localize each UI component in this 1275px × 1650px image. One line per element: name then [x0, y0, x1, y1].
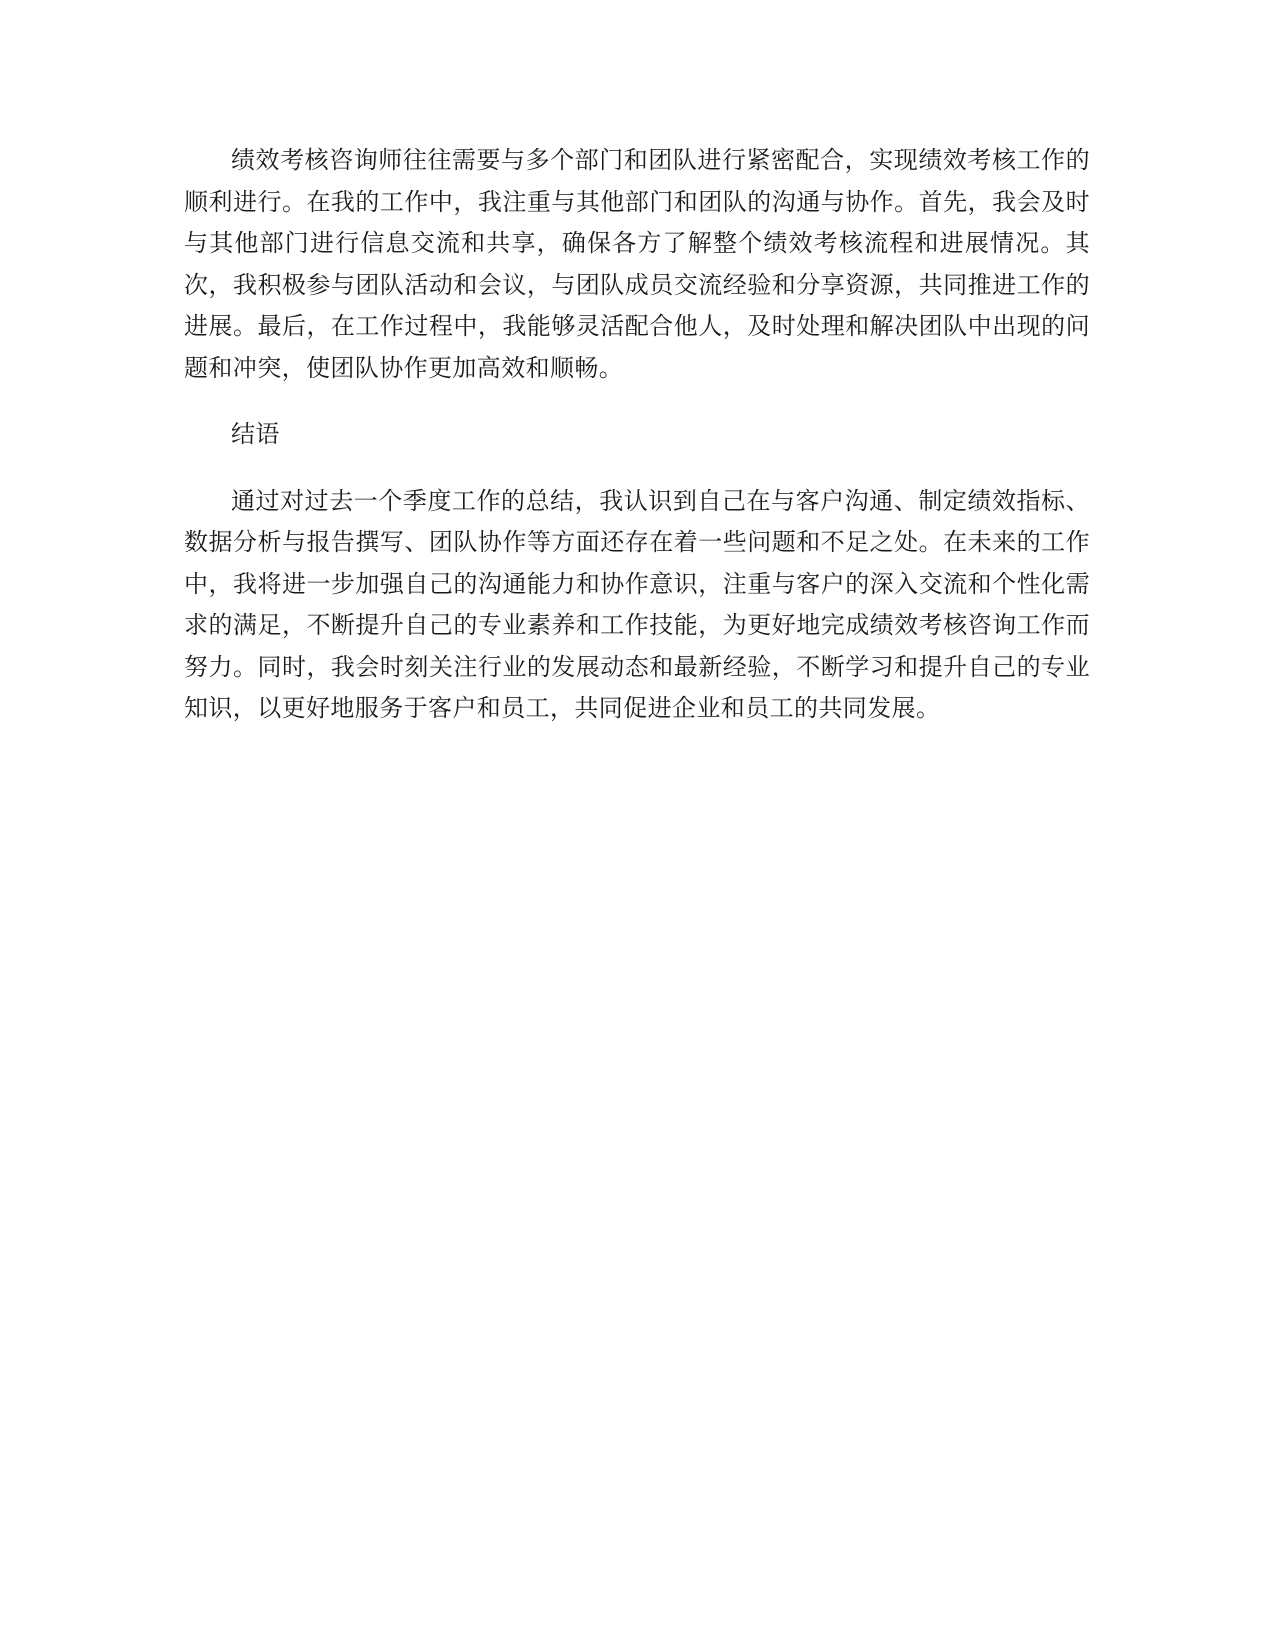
conclusion-heading: 结语 [231, 420, 280, 448]
paragraph-spacer [184, 456, 1090, 481]
document-page [184, 140, 1090, 730]
paragraph-spacer [184, 389, 1090, 414]
conclusion-paragraph: 通过对过去一个季度工作的总结，我认识到自己在与客户沟通、制定绩效指标、数据分析与报告撰写、团队协作等方面还存在着一些问题和不足之处。在未来的工作中，我将进一步加强自己的沟通能力和协作意识，注重与客户的深入交流和个性化需求的满足，不断提升自己的专业素养和工作技能，为更好地完成绩效考核咨询工作而努力。同时，我会时刻关注行业的发展动态和最新经验，不断学习和提升自己的专业知识，以更好地服务于客户和员工，共同促进企业和员工的共同发展。 [184, 486, 1090, 722]
teamwork-paragraph: 绩效考核咨询师往往需要与多个部门和团队进行紧密配合，实现绩效考核工作的顺利进行。在我的工作中，我注重与其他部门和团队的沟通与协作。首先，我会及时与其他部门进行信息交流和共享，确保各方了解整个绩效考核流程和进展情况。其次，我积极参与团队活动和会议，与团队成员交流经验和分享资源，共同推进工作的进展。最后，在工作过程中，我能够灵活配合他人，及时处理和解决团队中出现的问题和冲突，使团队协作更加高效和顺畅。 [184, 146, 1090, 382]
